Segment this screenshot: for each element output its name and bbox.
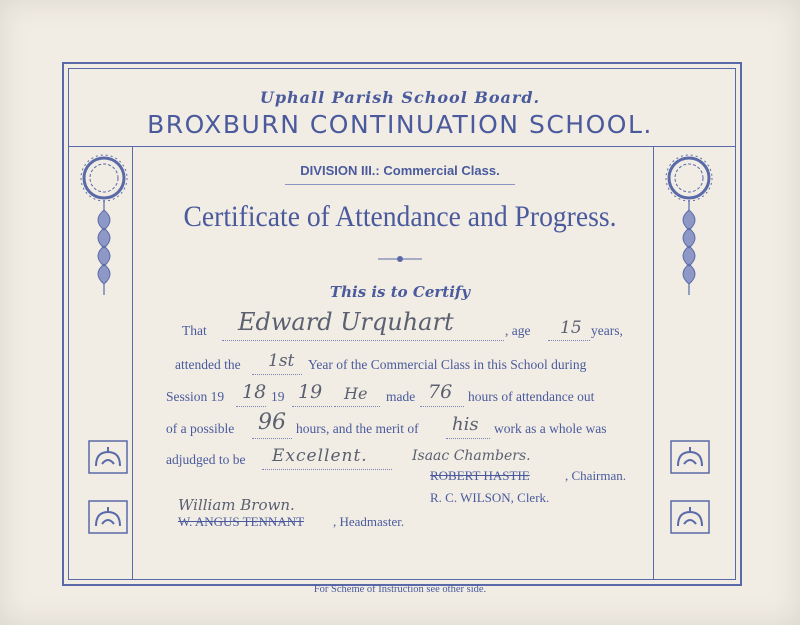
possessive-pronoun: his: [452, 414, 479, 435]
division-underline: [285, 184, 515, 185]
student-name: Edward Urquhart: [238, 308, 454, 336]
hours-attended-label: hours of attendance out: [468, 389, 595, 404]
school-board-name: Uphall Parish School Board.: [259, 88, 541, 107]
that-label: That: [182, 323, 207, 338]
hours-attended: 76: [428, 381, 453, 403]
division-label: DIVISION III.: Commercial Class.: [300, 163, 500, 178]
student-age: 15: [560, 318, 582, 338]
session-start-year: 18: [242, 381, 267, 403]
age-dotted-line: [548, 340, 590, 341]
headmaster-printed-name: W. ANGUS TENNANT: [178, 514, 305, 529]
merit-label: hours, and the merit of: [296, 421, 419, 436]
certify-heading: This is to Certify: [329, 283, 471, 301]
right-upper-scroll-ornament: [670, 440, 710, 474]
work-label: work as a whole was: [494, 421, 607, 436]
clerk-name: R. C. WILSON, Clerk.: [430, 490, 550, 505]
left-upper-scroll-ornament: [88, 440, 128, 474]
grade: Excellent.: [272, 446, 368, 466]
chairman-signature: Isaac Chambers.: [412, 448, 531, 464]
attended-label: attended the: [175, 357, 241, 372]
years-label: years,: [591, 323, 623, 338]
hours-attended-dotted-line: [420, 406, 464, 407]
headmaster-signature: William Brown.: [178, 496, 295, 514]
chairman-title: , Chairman.: [565, 468, 627, 483]
session-label: Session 19: [166, 389, 225, 404]
hours-possible-dotted-line: [252, 438, 292, 439]
title-divider-ornament: [378, 255, 422, 263]
session-start-dotted-line: [236, 406, 266, 407]
chairman-printed-name: ROBERT HASTIE: [430, 468, 530, 483]
age-label: , age: [505, 323, 531, 338]
year-dotted-line: [252, 374, 302, 375]
session-end-year: 19: [298, 381, 323, 403]
left-lower-scroll-ornament: [88, 500, 128, 534]
name-dotted-line: [222, 340, 504, 341]
right-lower-scroll-ornament: [670, 500, 710, 534]
school-name: BROXBURN CONTINUATION SCHOOL.: [147, 110, 653, 139]
header-divider: [68, 146, 736, 147]
session-mid-label: 19: [271, 389, 285, 404]
pronoun: He: [344, 384, 368, 403]
grade-dotted-line: [262, 469, 392, 470]
class-year: 1st: [268, 351, 295, 371]
made-label: made: [386, 389, 416, 404]
hours-possible: 96: [258, 410, 286, 435]
adjudged-label: adjudged to be: [166, 452, 246, 467]
possessive-dotted-line: [446, 438, 490, 439]
pronoun-dotted-line: [334, 406, 380, 407]
possible-label: of a possible: [166, 421, 235, 436]
headmaster-title: , Headmaster.: [333, 514, 405, 529]
footer-note: For Scheme of Instruction see other side.: [313, 584, 487, 595]
session-end-dotted-line: [292, 406, 332, 407]
certificate-title: Certificate of Attendance and Progress.: [183, 200, 617, 233]
class-description: Year of the Commercial Class in this School during: [308, 357, 587, 372]
